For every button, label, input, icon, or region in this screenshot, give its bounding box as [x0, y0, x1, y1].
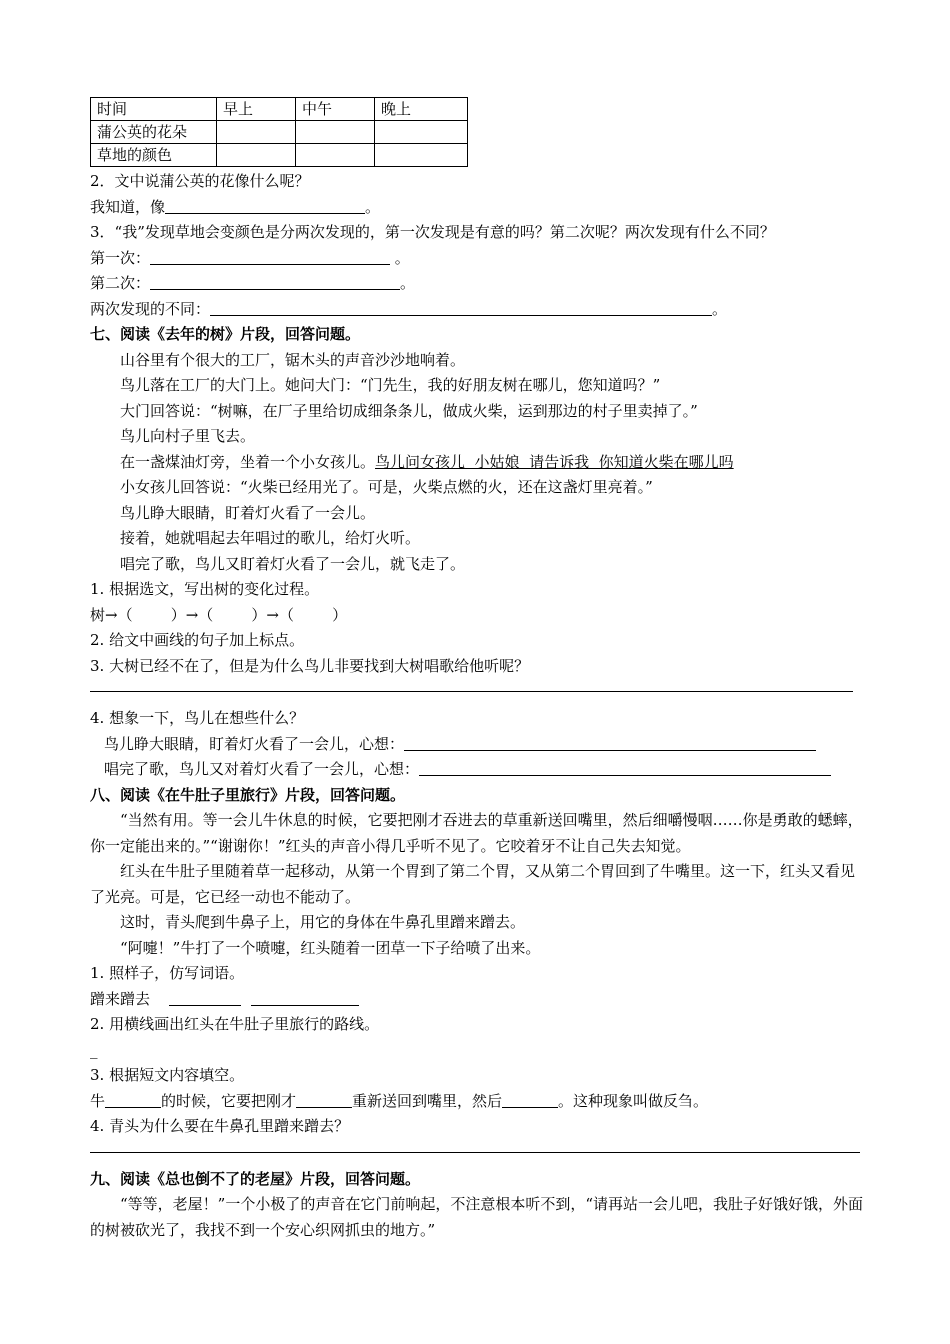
table-row	[91, 144, 468, 167]
passage-text: 在一盏煤油灯旁，坐着一个小女孩儿。	[120, 452, 376, 471]
answer-prefix: 两次发现的不同：	[90, 299, 211, 318]
table-cell[interactable]	[217, 121, 296, 144]
answer-rule[interactable]	[90, 679, 853, 692]
passage-paragraph: 鸟儿睁大眼睛，盯着灯火看了一会儿。	[120, 503, 376, 522]
passage-paragraph: 小女孩儿回答说：“火柴已经用光了。可是，火柴点燃的火，还在这盏灯里亮着。”	[120, 478, 653, 496]
table-cell[interactable]	[296, 144, 375, 167]
section-title: 九、阅读《总也倒不了的老屋》片段，回答问题。	[90, 1169, 421, 1188]
worksheet-page	[90, 97, 870, 1243]
passage-paragraph: “阿嚏！”牛打了一个喷嚏，红头随着一团草一下子给喷了出来。	[120, 938, 541, 957]
passage-paragraph: 这时，青头爬到牛鼻子上，用它的身体在牛鼻孔里蹭来蹭去。	[120, 913, 526, 931]
passage-paragraph	[90, 450, 870, 476]
table-cell: 草地的颜色	[91, 144, 217, 167]
answer-prefix: 我知道，像	[90, 197, 166, 216]
question-text: 3. 根据短文内容填空。	[90, 1066, 245, 1084]
table-cell[interactable]	[296, 121, 375, 144]
answer-rule[interactable]	[90, 1140, 860, 1153]
answer-text: 的时候，它要把刚才	[161, 1091, 297, 1110]
table-header-cell: 时间	[91, 98, 217, 121]
section-title: 八、阅读《在牛肚子里旅行》片段，回答问题。	[90, 785, 406, 804]
answer-blank[interactable]	[165, 198, 365, 214]
question-text: 2. 用横线画出红头在牛肚子里旅行的路线。	[90, 1015, 380, 1033]
passage-paragraph: “等等，老屋！”一个小极了的声音在它门前响起，不注意根本听不到，“请再站一会儿吧，我肚子好饿好饿，外面的树被砍光了，我找不到一个安心织网抓虫的地方。”	[90, 1195, 864, 1239]
passage-paragraph: “当然有用。等一会儿牛休息的时候，它要把刚才吞进去的草重新送回嘴里，然后细嚼慢咽……你是勇敢的蟋蟀，你一定能出来的。”“谢谢你！”红头的声音小得几乎听不见了。它咬着牙不让自己失去知觉。	[90, 811, 863, 855]
table-header-cell: 晚上	[375, 98, 468, 121]
passage-paragraph: 唱完了歌，鸟儿又盯着灯火看了一会儿，就飞走了。	[120, 554, 466, 573]
question-text: 3．“我”发现草地会变颜色是分两次发现的，第一次发现是有意的吗？第二次呢？两次发现有什么不同？	[90, 223, 775, 241]
answer-line	[90, 1089, 870, 1115]
question-text: 4. 想象一下，鸟儿在想些什么？	[90, 709, 305, 727]
answer-blank[interactable]	[404, 735, 816, 751]
question-text: 2．文中说蒲公英的花像什么呢？	[90, 172, 310, 190]
period: 。	[400, 274, 416, 292]
answer-text: 。这种现象叫做反刍。	[558, 1091, 709, 1110]
period: 。	[394, 248, 410, 267]
answer-line	[90, 757, 870, 783]
underlined-sentence: 鸟儿问女孩儿 小姑娘 请告诉我 你知道火柴在哪儿吗	[375, 452, 734, 471]
table-header-row	[91, 98, 468, 121]
answer-prefix: 牛	[90, 1091, 106, 1110]
answer-blank[interactable]	[150, 274, 400, 290]
answer-line[interactable]: 树→（ ）→（ ）→（ ）	[90, 605, 348, 624]
answer-blank[interactable]	[251, 990, 359, 1006]
table-cell[interactable]	[375, 121, 468, 144]
answer-blank[interactable]	[150, 249, 390, 265]
period: 。	[712, 299, 728, 318]
answer-blank[interactable]	[419, 760, 831, 776]
answer-prefix: 第一次：	[90, 248, 151, 267]
table-cell[interactable]	[217, 144, 296, 167]
answer-line	[90, 271, 870, 297]
passage-paragraph: 接着，她就唱起去年唱过的歌儿，给灯火听。	[120, 529, 421, 547]
question-text: 1. 根据选文，写出树的变化过程。	[90, 580, 320, 598]
answer-line	[90, 297, 870, 323]
answer-blank[interactable]	[296, 1092, 352, 1108]
passage-paragraph: 鸟儿落在工厂的大门上。她问大门：“门先生，我的好朋友树在哪儿，您知道吗？”	[120, 376, 661, 394]
table-cell: 蒲公英的花朵	[91, 121, 217, 144]
question-text: 4. 青头为什么要在牛鼻孔里蹭来蹭去？	[90, 1117, 350, 1135]
answer-text: 重新送回到嘴里，然后	[352, 1091, 503, 1110]
table-cell[interactable]	[375, 144, 468, 167]
passage-paragraph: 大门回答说：“树嘛，在厂子里给切成细条条儿，做成火柴，运到那边的村子里卖掉了。”	[120, 401, 698, 420]
passage-paragraph: 鸟儿向村子里飞去。	[120, 427, 256, 445]
table-header-cell: 早上	[217, 98, 296, 121]
example-word: 蹭来蹭去	[90, 989, 151, 1008]
answer-line	[90, 195, 870, 221]
passage-paragraph: 山谷里有个很大的工厂，锯木头的声音沙沙地响着。	[120, 350, 466, 369]
answer-prefix: 鸟儿睁大眼睛，盯着灯火看了一会儿，心想：	[104, 734, 405, 753]
question-text: 1. 照样子，仿写词语。	[90, 964, 245, 982]
passage-paragraph: 红头在牛肚子里随着草一起移动，从第一个胃到了第二个胃，又从第二个胃回到了牛嘴里。这一下，红头又看见了光亮。可是，它已经一动也不能动了。	[90, 862, 856, 906]
table-row	[91, 121, 468, 144]
period: 。	[365, 197, 381, 216]
observation-table	[90, 97, 468, 167]
answer-line[interactable]: _	[90, 1040, 98, 1059]
section-title: 七、阅读《去年的树》片段，回答问题。	[90, 325, 361, 343]
table-header-cell: 中午	[296, 98, 375, 121]
answer-line	[90, 246, 870, 272]
answer-blank[interactable]	[210, 300, 712, 316]
question-text: 2. 给文中画线的句子加上标点。	[90, 631, 305, 649]
answer-line	[90, 732, 870, 758]
answer-blank[interactable]	[169, 990, 241, 1006]
question-text: 3. 大树已经不在了，但是为什么鸟儿非要找到大树唱歌给他听呢？	[90, 656, 530, 675]
answer-line	[90, 987, 870, 1013]
answer-blank[interactable]	[105, 1092, 161, 1108]
answer-prefix: 第二次：	[90, 274, 151, 292]
answer-prefix: 唱完了歌，鸟儿又对着灯火看了一会儿，心想：	[104, 760, 420, 778]
answer-blank[interactable]	[502, 1092, 558, 1108]
